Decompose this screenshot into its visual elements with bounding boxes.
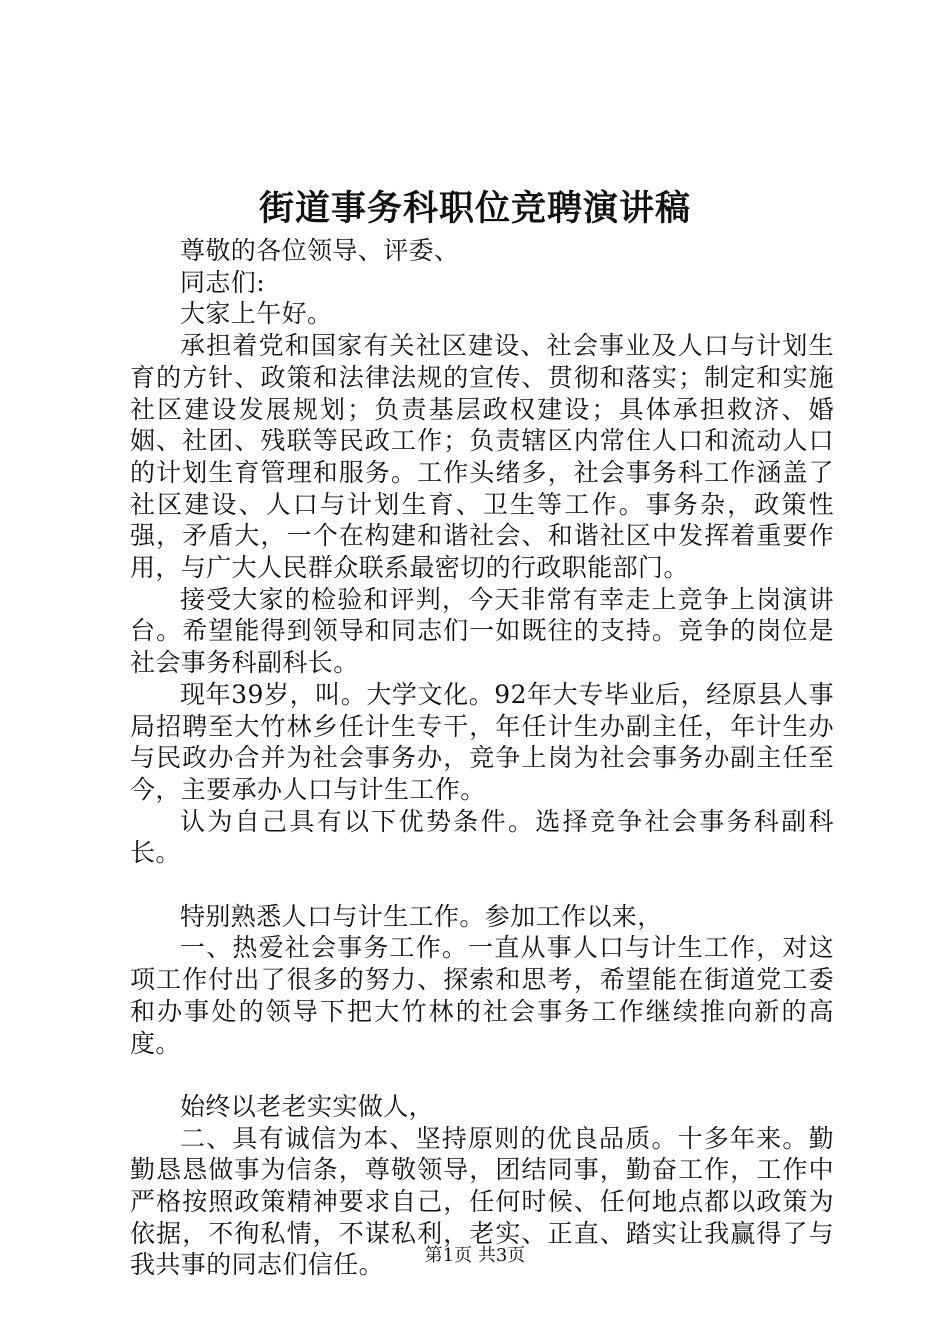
paragraph-point-two: 二、具有诚信为本、坚持原则的优良品质。十多年来。勤勤恳恳做事为信条，尊敬领导，团结同事，勤奋工作，工作中严格按照政策精神要求自己，任何时候、任何地点都以政策为依据，不徇私情，不谋私利，老实、正直、踏实让我赢得了与我共事的同志们信任。 — [130, 1123, 834, 1280]
paragraph-intro: 接受大家的检验和评判，今天非常有幸走上竞争上岗演讲台。希望能得到领导和同志们一如既往的支持。竞争的岗位是社会事务科副科长。 — [130, 584, 834, 678]
document-body — [130, 235, 834, 1281]
document-title: 街道事务科职位竞聘演讲稿 — [258, 188, 691, 229]
paragraph-familiar: 特别熟悉人口与计生工作。参加工作以来， — [180, 901, 663, 931]
salutation-line-1: 尊敬的各位领导、评委、 — [180, 236, 460, 265]
page-number-footer: 第1页 共3页 — [424, 1245, 526, 1266]
paragraph-duties: 承担着党和国家有关社区建设、社会事业及人口与计划生育的方针、政策和法律法规的宣传、贯彻和落实；制定和实施社区建设发展规划；负责基层政权建设；具体承担救济、婚姻、社团、残联等民政工作；负责辖区内常住人口和流动人口的计划生育管理和服务。工作头绪多，社会事务科工作涵盖了社区建设、人口与计划生育、卫生等工作。事务杂，政策性强，矛盾大，一个在构建和谐社会、和谐社区中发挥着重要作用，与广大人民群众联系最密切的行政职能部门。 — [130, 331, 834, 583]
greeting: 大家上午好。 — [180, 299, 333, 329]
paragraph-background: 现年39岁，叫。大学文化。92年大专毕业后，经原县人事局招聘至大竹林乡任计生专干，年任计生办副主任，年计生办与民政办合并为社会事务办，竞争上岗为社会事务办副主任至今，主要承办人口与计生工作。 — [130, 679, 834, 804]
salutation-line-2: 同志们: — [180, 267, 266, 297]
paragraph-honest: 始终以老老实实做人， — [180, 1091, 435, 1121]
paragraph-point-one: 一、热爱社会事务工作。一直从事人口与计生工作，对这项工作付出了很多的努力、探索和思考，希望能在街道党工委和办事处的领导下把大竹林的社会事务工作继续推向新的高度。 — [130, 933, 834, 1058]
paragraph-advantages: 认为自己具有以下优势条件。选择竞争社会事务科副科长。 — [130, 806, 834, 868]
